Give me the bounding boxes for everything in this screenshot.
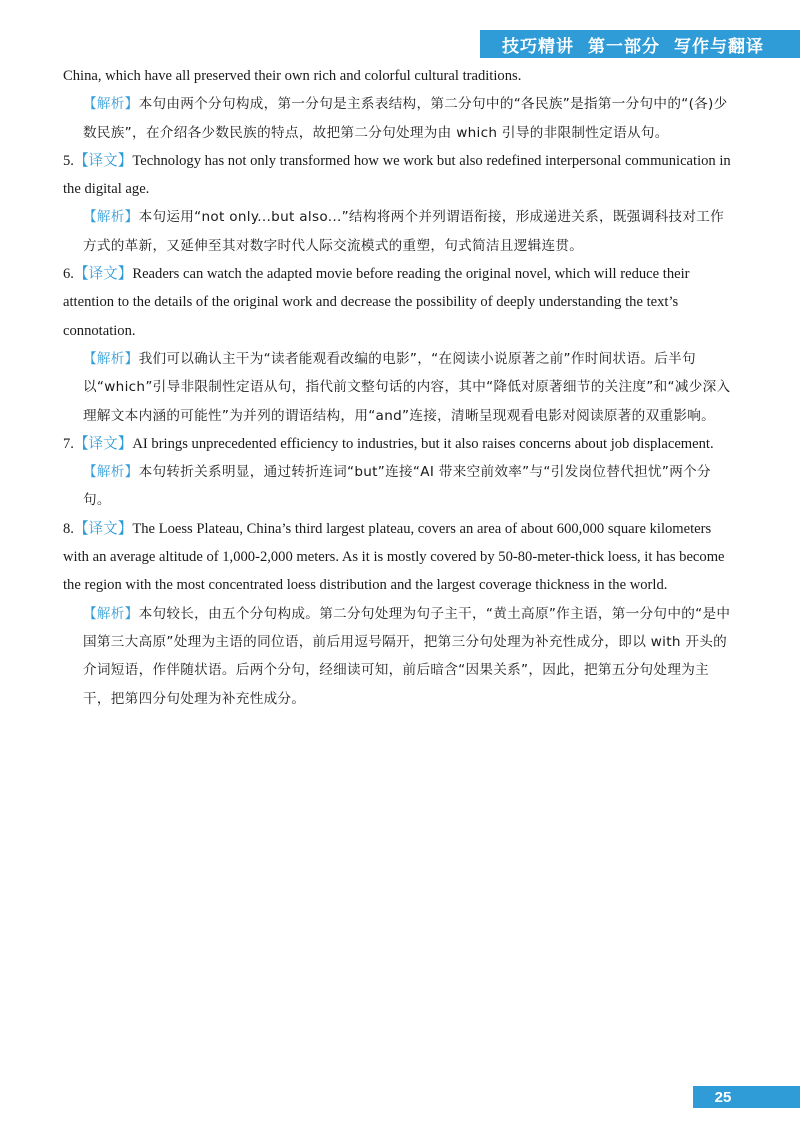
- item-number: 7.: [63, 435, 74, 452]
- translation-item: [63, 260, 735, 345]
- analysis-text: 本句转折关系明显，通过转折连词“but”连接“AI 带来空前效率”与“引发岗位替代担忧”两个分句。: [83, 464, 711, 509]
- analysis-paragraph: [63, 458, 735, 515]
- analysis-text: 本句运用“not only...but also...”结构将两个并列谓语衔接，形成递进关系，既强调科技对工作方式的革新，又延伸至其对数字时代人际交流模式的重塑，句式简洁且逻辑连贯。: [83, 209, 725, 254]
- analysis-tag: 【解析】: [83, 350, 139, 367]
- analysis-tag: 【解析】: [83, 209, 139, 226]
- page-number-tab: [693, 1086, 800, 1108]
- translation-tag: 【译文】: [73, 266, 133, 283]
- header-chapter-title: 写作与翻译: [674, 36, 764, 57]
- header-part-label: 第一部分: [588, 36, 660, 57]
- item-number: 6.: [63, 266, 74, 283]
- translation-tag: 【译文】: [73, 435, 133, 452]
- translation-tag: 【译文】: [73, 152, 133, 169]
- translation-text: The Loess Plateau, China’s third largest plateau, covers an area of about 600,000 square kilometers with an average altitude of 1,000-2,000 meters. As it is mostly covered by 50-80-meter-thick loess, it has become the region with the most concentrated loess distribution and the largest coverage thickness in the world.: [63, 520, 725, 594]
- analysis-paragraph: [63, 203, 735, 260]
- analysis-tag: 【解析】: [83, 96, 139, 113]
- item-number: 5.: [63, 152, 74, 169]
- analysis-paragraph: [63, 600, 735, 713]
- analysis-text: 本句较长，由五个分句构成。第二分句处理为句子主干，“黄土高原”作主语，第一分句中的“是中国第三大高原”处理为主语的同位语，前后用逗号隔开，把第三分句处理为补充性成分，即以 with 开头的介词短语，作伴随状语。后两个分句，经细读可知，前后暗含“因果关系”，因此，把第五分句处理为主干，把第四分句处理为补充性成分。: [83, 605, 731, 707]
- analysis-tag: 【解析】: [83, 464, 139, 481]
- translation-text: AI brings unprecedented efficiency to industries, but it also raises concerns about job displacement.: [132, 435, 714, 452]
- translation-item: [63, 430, 735, 458]
- translation-item: [63, 147, 735, 204]
- translation-tag: 【译文】: [73, 520, 133, 537]
- translation-continued: China, which have all preserved their own rich and colorful cultural traditions.: [63, 68, 522, 84]
- translation-text: Technology has not only transformed how we work but also redefined interpersonal communication in the digital age.: [63, 152, 731, 198]
- chapter-header-bar: [480, 30, 800, 58]
- item-number: 8.: [63, 520, 74, 537]
- translation-text: Readers can watch the adapted movie before reading the original novel, which will reduce their attention to the details of the original work and decrease the possibility of deeply understanding the text’s connotation.: [63, 266, 690, 339]
- header-section-title: 技巧精讲: [502, 36, 574, 57]
- analysis-tag: 【解析】: [83, 605, 139, 622]
- analysis-text: 本句由两个分句构成，第一分句是主系表结构，第二分句中的“各民族”是指第一分句中的“(各)少数民族”，在介绍各少数民族的特点，故把第二分句处理为由 which 引导的非限制性定语从句。: [83, 96, 728, 141]
- page-content: [63, 62, 735, 713]
- translation-item: [63, 515, 735, 600]
- analysis-paragraph: [63, 345, 735, 430]
- analysis-text: 我们可以确认主干为“读者能观看改编的电影”，“在阅读小说原著之前”作时间状语。后半句以“which”引导非限制性定语从句，指代前文整句话的内容，其中“降低对原著细节的关注度”和“减少深入理解文本内涵的可能性”为并列的谓语结构，用“and”连接，清晰呈现观看电影对阅读原著的双重影响。: [83, 350, 731, 424]
- analysis-paragraph: [63, 90, 735, 147]
- page-number: 25: [714, 1088, 732, 1106]
